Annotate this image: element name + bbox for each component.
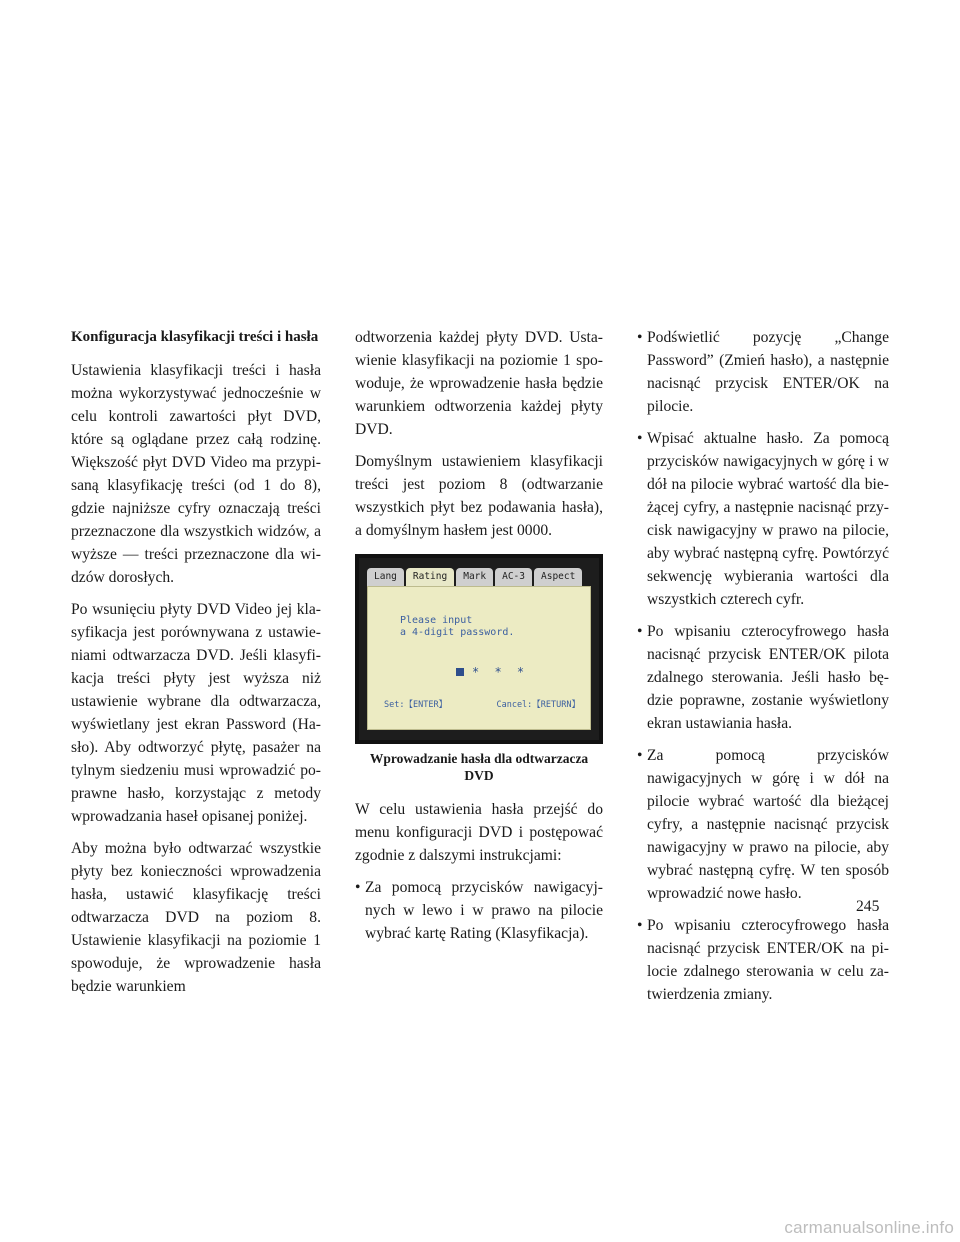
column-3 xyxy=(637,326,889,1015)
paragraph: W celu ustawienia hasła przejść do menu konfiguracji DVD i postępować zgodnie z dalszymi instrukcjami: xyxy=(355,801,603,864)
paragraph: Ustawienia klasyfikacji treści i hasła można wykorzystywać jednocześnie w celu kontroli zawartości płyt DVD, które są oglądane przez całą rodzinę. Większość płyt DVD Video ma przypisaną klasyfikację treści (od 1 do 8), gdzie najniższe cyfry oznaczają treści przeznaczone dla wszystkich widzów, a wyższe — treści przeznaczone dla widzów dorosłych. xyxy=(71,362,321,586)
set-label: Set:【ENTER】 xyxy=(384,700,448,710)
tab-mark: Mark xyxy=(456,568,493,586)
bullet-icon: • xyxy=(637,747,643,764)
instruction-list xyxy=(637,326,889,1006)
list-item: • Po wpisaniu czterocyfrowego hasła nacisnąć przycisk ENTER/OK pilota zdalnego sterowania. Jeśli hasło będzie poprawne, zostanie wyświetlony ekran ustawiania hasła. xyxy=(637,620,889,735)
cancel-label: Cancel:【RETURN】 xyxy=(496,700,580,710)
digit-cursor-icon xyxy=(456,668,464,676)
password-digits xyxy=(456,661,528,684)
dvd-password-screen-figure xyxy=(355,554,603,744)
bullet-icon: • xyxy=(355,879,361,896)
password-masked-digits: * * * xyxy=(472,665,529,679)
dvd-screen xyxy=(359,558,599,740)
page-number: 245 xyxy=(856,898,880,915)
bullet-icon: • xyxy=(637,329,643,346)
section-heading: Konfiguracja klasyfikacji treści i hasła xyxy=(71,329,319,345)
list-item: • Za pomocą przycisków nawigacyjnych w lewo i w prawo na pilocie wybrać kartę Rating (Klasyfikacja). xyxy=(355,876,603,945)
tab-aspect: Aspect xyxy=(534,568,582,586)
list-item: • Za pomocą przycisków nawigacyjnych w górę i w dół na pilocie wybrać wartość dla bieżącej cyfry, a następnie nacisnąć przycisk nawigacyjny w prawo na pilocie, aby wybrać następną cyfrę. W ten sposób wprowadzić nowe hasło. xyxy=(637,744,889,905)
list-item: • Po wpisaniu czterocyfrowego hasła nacisnąć przycisk ENTER/OK na pilocie zdalnego sterowania w celu zatwierdzenia zmiany. xyxy=(637,914,889,1006)
paragraph: Aby można było odtwarzać wszystkie płyty bez konieczności wprowadzenia hasła, ustawić klasyfikację treści odtwarzacza DVD na poziom 8. Ustawienie klasyfikacji na poziomie 1 spowoduje, że wprowadzenie hasła będzie warunkiem xyxy=(71,840,321,995)
list-item: • Wpisać aktualne hasło. Za pomocą przycisków nawigacyjnych w górę i w dół na pilocie wybrać wartość dla bieżącej cyfry, a następnie nacisnąć przycisk nawigacyjny w prawo na pilocie, aby wybrać następną cyfrę. Powtórzyć sekwencję wybierania wartości dla wszystkich czterech cyfr. xyxy=(637,427,889,611)
instruction-list xyxy=(355,876,603,945)
dvd-menu-tabs xyxy=(367,568,584,586)
bullet-icon: • xyxy=(637,917,643,934)
column-1 xyxy=(71,326,321,1007)
paragraph: odtworzenia każdej płyty DVD. Ustawienie klasyfikacji na poziomie 1 spowoduje, że wprowadzenie hasła będzie warunkiem odtworzenia każdej płyty DVD. xyxy=(355,329,603,438)
bullet-icon: • xyxy=(637,430,643,447)
bullet-icon: • xyxy=(637,623,643,640)
list-item: • Podświetlić pozycję „Change Password” (Zmień hasło), a następnie nacisnąć przycisk ENTER/OK na pilocie. xyxy=(637,326,889,418)
column-2 xyxy=(355,326,603,954)
tab-lang: Lang xyxy=(367,568,404,586)
paragraph: Po wsunięciu płyty DVD Video jej klasyfikacja jest porównywana z ustawieniami odtwarzacza DVD. Jeśli klasyfikacja treści płyty jest wyższa niż ustawienie wybrane dla odtwarzacza, wyświetlany jest ekran Password (Hasło). Aby odtworzyć płytę, pasażer na tylnym siedzeniu musi wprowadzić poprawne hasło, korzystając z metody wprowadzania haseł opisanej poniżej. xyxy=(71,601,321,825)
watermark: carmanualsonline.info xyxy=(784,1218,954,1237)
dvd-settings-panel xyxy=(367,586,591,730)
password-prompt: Please input a 4-digit password. xyxy=(400,615,515,638)
tab-rating: Rating xyxy=(406,568,454,586)
paragraph: Domyślnym ustawieniem klasyfikacji treści jest poziom 8 (odtwarzanie wszystkich płyt bez podawania hasła), a domyślnym hasłem jest 0000. xyxy=(355,453,603,539)
tab-ac3: AC-3 xyxy=(495,568,532,586)
figure-caption: Wprowadzanie hasła dla odtwarzacza DVD xyxy=(369,751,589,783)
